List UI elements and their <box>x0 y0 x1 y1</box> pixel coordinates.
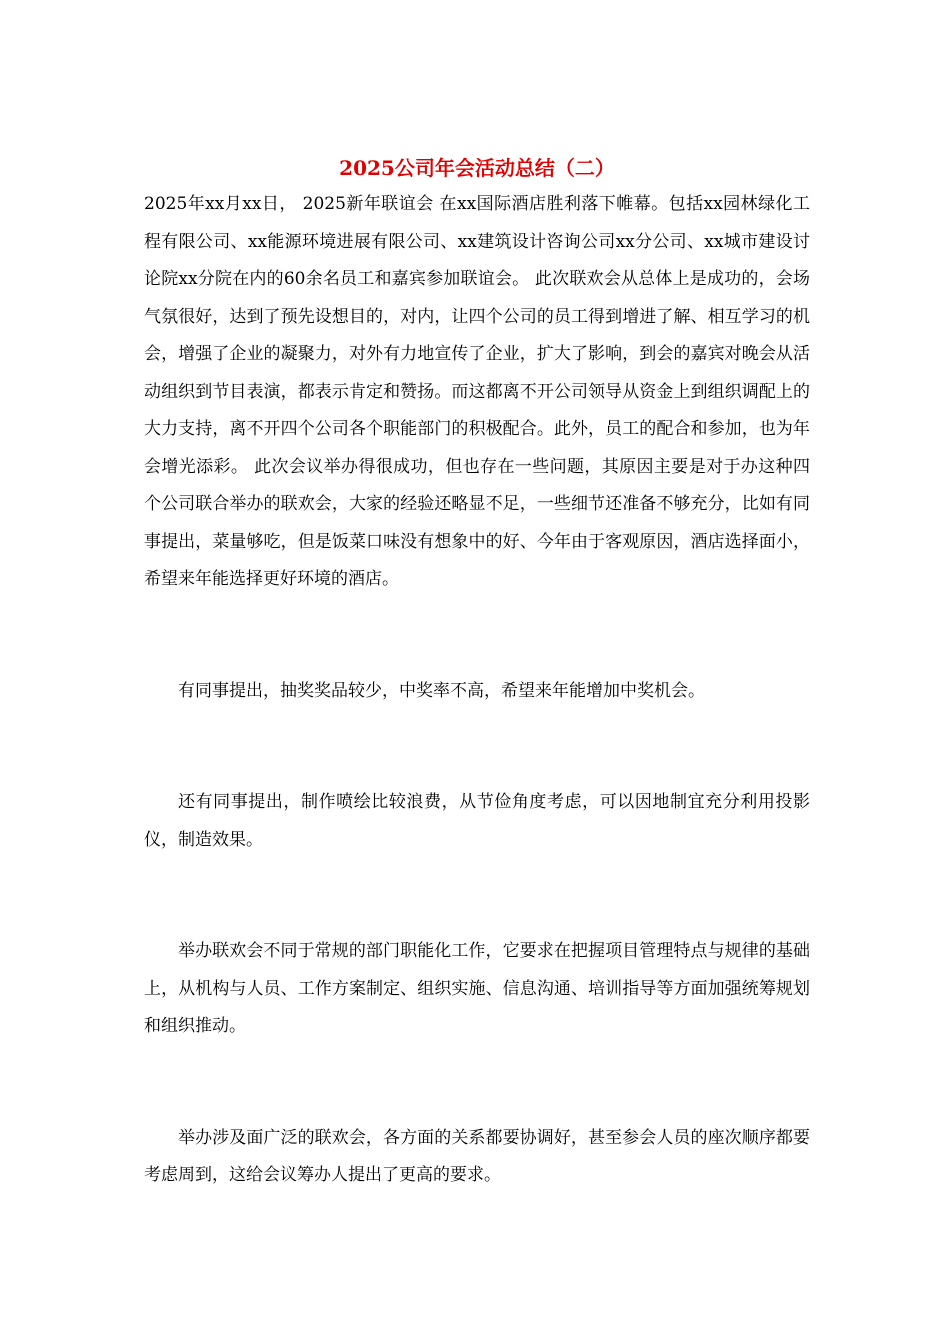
paragraph-intro: 2025年xx月xx日， 2025新年联谊会 在xx国际酒店胜利落下帷幕。包括xx园林绿化工程有限公司、xx能源环境进展有限公司、xx建筑设计咨询公司xx分公司、xx城市建设讨论院xx分院在内的60余名员工和嘉宾参加联谊会。 此次联欢会从总体上是成功的，会场气氛很好，达到了预先设想目的，对内，让四个公司的员工得到增进了解、相互学习的机会，增强了企业的凝聚力，对外有力地宣传了企业，扩大了影响，到会的嘉宾对晚会从活动组织到节目表演，都表示肯定和赞扬。而这都离不开公司领导从资金上到组织调配上的大力支持，离不开四个公司各个职能部门的积极配合。此外，员工的配合和参加，也为年会增光添彩。 此次会议举办得很成功，但也存在一些问题，其原因主要是对于办这种四个公司联合举办的联欢会，大家的经验还略显不足，一些细节还准备不够充分，比如有同事提出，菜量够吃，但是饭菜口味没有想象中的好、今年由于客观原因，酒店选择面小，希望来年能选择更好环境的酒店。 <box>144 194 810 589</box>
paragraph-coordination: 举办涉及面广泛的联欢会，各方面的关系都要协调好，甚至参会人员的座次顺序都要考虑周到，这给会议筹办人提出了更高的要求。 <box>144 1127 810 1185</box>
paragraph-organization: 举办联欢会不同于常规的部门职能化工作，它要求在把握项目管理特点与规律的基础上，从机构与人员、工作方案制定、组织实施、信息沟通、培训指导等方面加强统筹规划和组织推动。 <box>144 941 810 1036</box>
document-title: 2025公司年会活动总结（二） <box>339 156 615 180</box>
paragraph-lottery: 有同事提出，抽奖奖品较少，中奖率不高，希望来年能增加中奖机会。 <box>178 680 705 701</box>
document-page <box>144 150 810 1195</box>
paragraph-printing: 还有同事提出，制作喷绘比较浪费，从节俭角度考虑，可以因地制宜充分利用投影仪，制造效果。 <box>144 792 810 850</box>
